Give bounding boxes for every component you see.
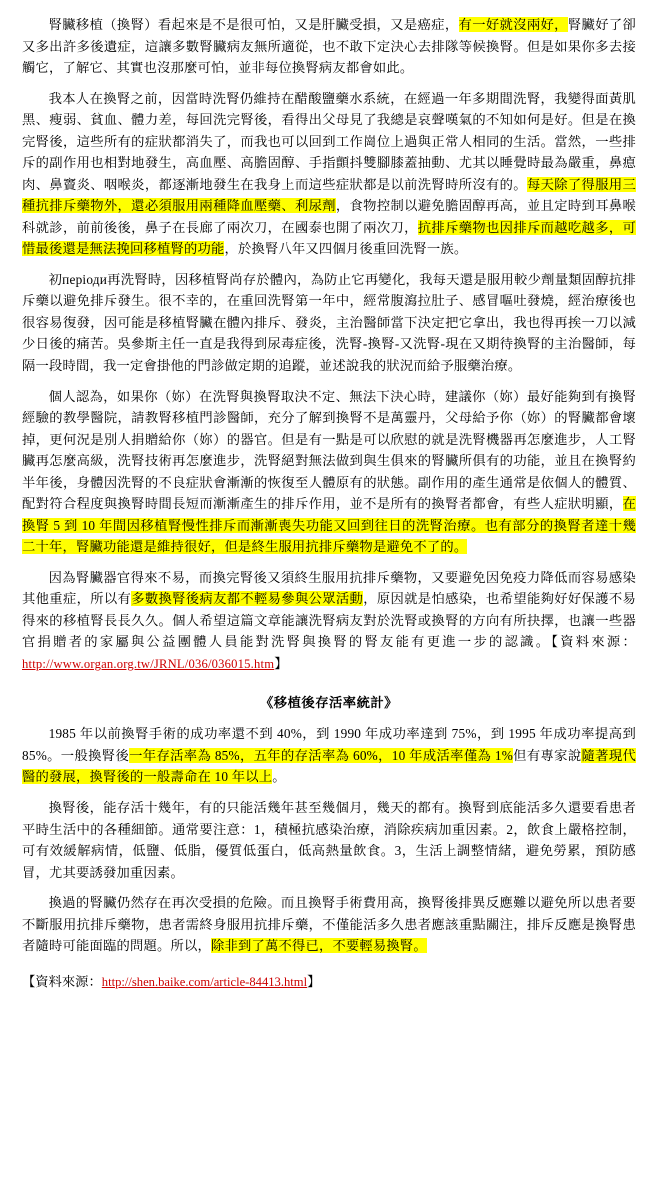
source-citation-2 [22,971,636,993]
text-run: 換過的腎臟仍然存在再次受損的危險。而且換腎手術費用高，換腎後排異反應難以避免所以患者要不斷服用抗排斥藥物，患者需終身服用抗排斥藥，不僅能活多久患者應該重點關注，排斥反應是換腎患者隨時可能面臨的問題。所以， [22,895,636,954]
paragraph [22,386,636,558]
highlighted-text: 除非到了萬不得已，不要輕易換腎。 [210,938,427,954]
paragraph [22,14,636,79]
text-run: 個人認為，如果你（妳）在洗腎與換腎取決不定、無法下決心時，建議你（妳）最好能夠到有換腎經驗的教學醫院，請教腎移植門診醫師，充分了解到換腎不是萬靈丹，父母給予你（妳）的腎臟都會壞掉，更何況是別人捐贈給你（妳）的器官。但是有一點是可以欣慰的就是洗腎機器再怎麼進步，人工腎臟再怎麼高級，洗腎技術再怎麼進步，洗腎絕對無法做到與生俱來的腎臟所俱有的功能，並且在換腎約半年後，身體因洗腎的不良症狀會漸漸的恢復至人體原有的狀態。副作用的產生通常是依個人的體質、配對符合程度與換腎時間長短而漸漸產生的排斥作用，並不是所有的換腎者都會，有些人症狀明顯， [22,388,636,512]
highlighted-text: 抗排斥藥物也因排斥而越吃越多，可惜最後還是無法挽回移植腎的功能 [22,219,636,257]
text-run: ，於換腎八年又四個月後重回洗腎一族。 [224,241,468,257]
highlighted-text: 隨著現代醫的發展，換腎後的一般壽命在 10 年以上 [22,747,636,785]
section-heading: 《移植後存活率統計》 [260,695,398,711]
text-run: 。 [272,769,286,785]
text-run: 】 [274,655,288,671]
paragraph [22,797,636,883]
text-run: 【資料來源： [551,634,636,650]
paragraph [22,88,636,260]
text-run: 換腎後，能存活十幾年，有的只能活幾年甚至幾個月，幾天的都有。換腎到底能活多久還要看患者平時生活中的各種細節。通常要注意：1，積極抗感染治療，消除疾病加重因素。2，飲食上嚴格控制，可有效緩解病情，低鹽、低脂，優質低蛋白，低高熱量飲食。3，生活上調整情緒，避免勞累，預防感冒，尤其要誘發加重因素。 [22,800,636,880]
highlighted-text: 每天除了得服用三種抗排斥藥物外，還必須服用兩種降血壓藥、利尿劑 [22,176,636,214]
article-body-2 [22,723,636,956]
paragraph [22,892,636,957]
text-run: 1985 年以前換腎手術的成功率還不到 40%，到 1990 年成功率達到 75%，到 1995 年成功率提高到 85%。一般換腎後 [22,726,636,763]
text-run: ，食物控制以避免膽固醇再高，並且定時到耳鼻喉科就診，前前後後，鼻子在長廊了兩次刀，在國泰也開了兩次刀， [22,198,636,235]
text-run: 腎臟移植（換腎）看起來是不是很可怕，又是肝臟受損，又是癌症， [48,17,459,32]
text-run: 我本人在換腎之前，因當時洗腎仍維持在醋酸鹽藥水系統，在經過一年多期間洗腎，我變得面黃肌黑、瘦弱、貧血、體力差，每回洗完腎後，看得出父母見了我總是哀聲嘆氣的不知如何是好。但是在換完腎後，這些所有的症狀都消失了，而我也可以回到工作崗位上過與正常人相同的生活。當然，一些排斥的副作用也相對地發生，高血壓、高膽固醇、手指顫抖雙腳膝蓋抽動、尤其以睡覺時最為嚴重，鼻瘜肉、鼻竇炎、咽喉炎，都逐漸地發生在我身上而這些症狀都是以前洗腎時所沒有的。 [22,90,636,192]
source-prefix: 【資料來源： [22,973,102,989]
text-run: 腎臟好了卻又多出許多後遺症，這讓多數腎臟病友無所適從，也不敢下定決心去排隊等候換 [22,17,637,54]
text-run: 但有專家說 [512,747,582,763]
paragraph [22,269,636,377]
text-run: 初періоди再洗腎時，因移植腎尚存於體內，為防止它再變化，我每天還是服用較少劑量類固醇抗排斥藥以避免排斥發生。很不幸的，在重回洗腎第一年中，經常腹瀉拉肚子、感冒嘔吐發燒，經治療後也很容易復發，因可能是移植腎臟在體內排斥、發炎，主治醫師當下決定把它拿出，我也得再挨一刀以減少日後的痛苦。吳參斯主任一直是我得到尿毒症後，洗腎-換腎-又洗腎-現在又期待換腎的主治醫師，每隔一段時間，我一定會掛他的門診做定期的追蹤，並述說我的狀況而給予服藥治療。 [22,271,636,373]
highlighted-text: 一年存活率為 85%，五年的存活率為 60%，10 年成活率僅為 1% [129,747,513,763]
text-run: ，原因就是怕感染，也希望能夠好好保護不易得來的移植腎長長久久。個人希望這篇文章能讓洗腎病友對於洗腎或換腎的方向有所抉擇，也讓一些器官捐贈者的家屬與公益團體人員能對洗腎與換腎的腎友能有更進一步的認識。 [22,591,637,650]
text-run: 腎。但是如果你多去接觸它，了解它、其實也沒那麼可怕，並非每位換腎病友都會如此。 [22,38,636,76]
highlighted-text: 多數換腎後病友都不輕易參與公眾活動 [131,591,364,607]
source-link[interactable]: http://www.organ.org.tw/JRNL/036/036015.htm [22,656,275,671]
highlighted-text: 在換腎 5 到 10 年間因移植腎慢性排斥而漸漸喪失功能又回到往日的洗腎治療。也有部分的換腎者達十幾二十年，腎臟功能還是維持很好，但是終生服用抗排斥藥物是避免不了的。 [22,496,636,555]
text-run: 因為腎臟器官得來不易，而換完腎後又須終生服用抗排斥藥物，又要避免因免疫力降低而容易感染其他重症，所以有 [22,569,636,607]
source-link[interactable]: http://shen.baike.com/article-84413.html [101,974,308,989]
source-suffix: 】 [307,973,321,989]
paragraph [22,567,636,675]
article-body-1 [22,14,636,674]
paragraph [22,723,636,788]
highlighted-text: 有一好就沒兩好， [458,17,568,32]
